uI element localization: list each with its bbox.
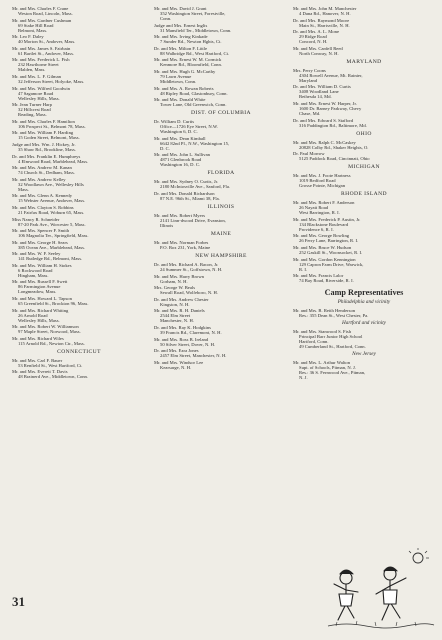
entry-address-line: Providence 6, R. I.: [299, 226, 334, 232]
address-entry: [154, 97, 288, 107]
address-entry: [154, 191, 288, 201]
entry-name: Mr. Leo F. Daley: [12, 34, 44, 40]
entry-address-line: 48 Ripley Road, Glastonbury, Conn.: [160, 90, 228, 96]
entry-address-line: 31 Mansfield Ter., Middletown, Conn.: [160, 27, 232, 33]
state-heading: NEW HAMPSHIRE: [195, 252, 247, 259]
address-entry: [12, 263, 146, 278]
entry-address-line: Mass.: [18, 186, 29, 192]
entry-name: Mr. and Mrs. Wilfred Goodwin: [12, 85, 70, 91]
entry-address-line: 1600 Dr. Barney Parkway, Chevy: [299, 105, 362, 111]
state-heading: RHODE ISLAND: [341, 191, 387, 198]
region-subheading: New Jersey: [352, 351, 376, 358]
entry-name: Mr. and Mrs. Ross B. Ireland: [154, 336, 209, 342]
state-heading: MARYLAND: [346, 58, 382, 65]
address-entry: [293, 245, 435, 255]
entry-name: Mr. and Mrs. A. Rowan Roberts: [154, 85, 214, 91]
entry-address-line: N. J.: [299, 375, 308, 381]
address-entry: [154, 274, 288, 284]
address-entry: [12, 165, 146, 175]
section-heading: Camp Representatives: [324, 288, 404, 298]
entry-address-line: Sewall Road, Wolfeboro, N. H.: [160, 290, 219, 296]
region-subheading: Philadelphia and vicinity: [337, 299, 391, 306]
entry-address-line: 15 Webster Avenue, Andover, Mass.: [18, 198, 86, 204]
entry-name: Mr. and Mrs. Donald White: [154, 97, 206, 103]
entry-address-line: Washington 6, D. C.: [160, 129, 198, 135]
entry-address-line: 6642 82nd Pl., N.W., Washington 15,: [160, 140, 230, 146]
entry-name: Mr. and Mrs. Robert W. Williamson: [12, 324, 79, 330]
entry-name: Mr. and Mrs. Hugh G. McCarthy: [154, 68, 216, 74]
entry-address-line: 29 Ridge Road: [299, 34, 327, 40]
entry-name: Dr. and Mrs. Ezra Jones: [154, 348, 199, 354]
entry-address-line: 4 Dana Rd., Hanover, N. H.: [299, 11, 351, 16]
entry-name: Mr. and Mrs. Irving Kinkade: [154, 34, 208, 40]
entry-address-line: 352 Washington Street, Forestville,: [160, 11, 226, 16]
entry-name: Mr. and Mrs. Charles F. Hamilton: [12, 118, 75, 124]
address-entry: [12, 18, 146, 33]
entry-address-line: R. I.: [299, 266, 308, 272]
entry-address-line: 39 Francis Rd., Claremont, N. H.: [160, 329, 222, 335]
entry-name: Dr. and Mrs. Richard A. Bacon, Jr.: [154, 261, 219, 267]
entry-address-line: 106 Prospect St., Belmont 78, Mass.: [18, 123, 86, 129]
entry-name: Mr. and Mrs. Richard Wiles: [12, 335, 64, 341]
address-entry: [293, 200, 435, 215]
entry-address-line: 129 Capron Farm Drive, Warwick,: [299, 261, 364, 267]
address-entry: [293, 84, 435, 99]
entry-name: Mrs. George W. Beals: [154, 285, 196, 291]
entry-address-line: 88 Walbridge Rd., West Hartford, Ct.: [160, 50, 230, 56]
entry-address-line: 2180 McIntosville Ave., Sanford, Fla.: [160, 184, 231, 190]
entry-address-line: 4304 Rowell Avenue, Mt. Rainier,: [299, 72, 363, 78]
column-middle: [154, 6, 288, 371]
entry-address-line: North Conway, N. H.: [299, 50, 339, 56]
entry-name: Dr. Paul Morrow: [293, 151, 325, 157]
entry-name: Dr. and Mrs. Franklin E. Humphreys: [12, 153, 81, 159]
entry-address-line: Reading, Mass.: [18, 112, 47, 118]
address-entry: [293, 273, 435, 283]
entry-address-line: 6 Rockwood Road: [18, 267, 53, 273]
entry-name: Mr. and Mrs. John M. Manchester: [293, 6, 357, 11]
address-entry: [293, 29, 435, 44]
entry-address-line: Manchester, N. H.: [160, 318, 194, 324]
entry-name: Mr. and Mrs. Richard Whiting: [12, 307, 69, 313]
entry-address-line: Tower Lane, Old Greenwich, Conn.: [160, 102, 227, 108]
entry-name: Mr. and Mrs. W. F. Seeley: [12, 251, 61, 257]
entry-address-line: 40 Morton St., Andover, Mass.: [18, 39, 76, 45]
address-entry: [12, 74, 146, 84]
entry-name: Mr. and Mrs. James S. Fairbain: [12, 45, 71, 51]
entry-address-line: Res.: 36 S. Fernwood Ave., Pitman,: [299, 370, 366, 376]
entry-name: Mr. and Mrs. Russell F. Swett: [12, 279, 68, 285]
entry-address-line: 232 Hawthorne Street: [18, 62, 59, 68]
entry-name: Mr. and Mrs. Norman Forbes: [154, 239, 209, 245]
entry-address-line: Bethesda 14, Md.: [299, 94, 332, 100]
address-entry: [154, 308, 288, 323]
entry-name: Mr. and Mrs. Andrew Kelley: [12, 176, 66, 182]
entry-address-line: 1019 Bedford Road: [299, 178, 336, 184]
entry-address-line: West Barrington, R. I.: [299, 210, 340, 216]
state-heading: DIST. OF COLUMBIA: [191, 110, 251, 117]
entry-name: Dr. William D. Curtis: [154, 119, 195, 125]
entry-address-line: 87 N.E. 96th St., Miami 38, Fla.: [160, 195, 220, 201]
entry-name: Mr. and Mrs. Robert F. Anderson: [293, 200, 355, 206]
address-entry: [12, 205, 146, 215]
entry-address-line: Res.: 355 Dean St., West Chester, Pa.: [299, 313, 369, 319]
entry-address-line: 4 Elmwood Road, Marblehead, Mass.: [18, 158, 89, 164]
entry-address-line: Kenmore Rd., Bloomfield, Conn.: [160, 62, 222, 68]
entry-address-line: 115 Arnold Rd., Newton Ctr., Mass.: [18, 340, 85, 346]
entry-address-line: 79 Lawn Avenue: [160, 73, 192, 79]
entry-address-line: Wellesley Hills, Mass.: [18, 317, 60, 323]
entry-name: Dr. and Mrs. Milton F. Little: [154, 45, 208, 51]
entry-address-line: Longmeadow, Mass.: [18, 289, 57, 295]
entry-address-line: 134 Blackstone Boulevard: [299, 221, 349, 227]
address-entry: [154, 240, 288, 250]
entry-address-line: 2141 Linn-dwood Drive, Evanston,: [160, 217, 226, 223]
entry-name: Mr. and Mrs. Glenn A. Kennedy: [12, 193, 73, 199]
entry-address-line: Maryland: [299, 77, 318, 83]
entry-address-line: 4871 Glenbrook Road: [160, 157, 202, 163]
entry-address-line: Weston Road, Lincoln, Mass.: [18, 11, 73, 16]
entry-address-line: 252 Gaskill St., Woonsocket, R. I.: [299, 249, 363, 255]
entry-name: Mr. and Mrs. Ernest W. M. Cormick: [154, 57, 222, 63]
address-entry: [293, 101, 435, 116]
address-entry: [154, 57, 288, 67]
address-entry: [293, 173, 435, 188]
entry-address-line: Malden, Mass.: [18, 67, 46, 73]
entry-address-line: 74 Church St., Dedham, Mass.: [18, 170, 75, 176]
address-entry: [12, 251, 146, 261]
entry-name: Mr. and Mrs. Frederick P. Austin, Jr.: [293, 216, 361, 222]
entry-address-line: D. C.: [160, 145, 170, 151]
entry-name: Mr. and Mrs. Cardell Reed: [293, 45, 343, 51]
address-entry: [12, 217, 146, 227]
entry-name: Mr. and Mrs. Dean Kimball: [154, 135, 206, 141]
entry-address-line: 20828 Colby Rd., Shaker Heights, O.: [299, 144, 369, 150]
entry-address-line: 87-20 Park Ave., Worcester 5, Mass.: [18, 221, 86, 227]
address-entry: [154, 348, 288, 358]
entry-address-line: 61 Bartlet St., Andover, Mass.: [18, 50, 75, 56]
entry-name: Dr. and Mrs. Donald Richardson: [154, 190, 215, 196]
entry-address-line: 26 Ferry Lane, Barrington, R. I.: [299, 238, 359, 244]
address-entry: [12, 336, 146, 346]
entry-name: Mr. and Mrs. George H. Sears: [12, 239, 68, 245]
entry-address-line: 32 Hillcrest Road: [18, 107, 51, 113]
address-entry: [12, 102, 146, 117]
entry-address-line: 49 Cumberland St., Hartford, Conn.: [299, 344, 366, 350]
entry-address-line: 5125 Paddock Road, Cincinnati, Ohio: [299, 156, 370, 162]
address-entry: [12, 296, 146, 306]
entry-address-line: 35 Shaw Rd., Brookline, Mass.: [18, 146, 77, 152]
state-heading: ILLINOIS: [207, 203, 235, 210]
entry-name: Mr. and Mrs. Stanwood S. Fish: [293, 329, 352, 335]
entry-address-line: 74 Bay Road, Riverside, R. I.: [299, 278, 354, 284]
entry-name: Mr. Jean Turner Harp: [12, 102, 52, 108]
entry-address-line: 32 Jefferson Street, Holyoke, Mass.: [18, 78, 85, 84]
address-entry: [154, 46, 288, 56]
entry-address-line: Concord, N. H.: [299, 39, 328, 45]
entry-address-line: Hingham, Mass.: [18, 272, 49, 278]
address-entry: [293, 6, 435, 16]
address-entry: [154, 297, 288, 307]
entry-name: Miss Nancy R. Schneider: [12, 216, 60, 222]
region-subheading: Hartford and vicinity: [342, 320, 386, 327]
entry-name: Mr. and Mrs. Robert Myers: [154, 212, 206, 218]
address-entry: [12, 57, 146, 72]
address-entry: [154, 23, 288, 33]
address-entry: [154, 6, 288, 21]
entry-name: Mr. and Mrs. William H. Stokes: [12, 262, 72, 268]
entry-address-line: 385 Ocean Ave., Marblehead, Mass.: [18, 244, 86, 250]
address-entry: [154, 285, 288, 295]
entry-address-line: Hartford, Conn.: [299, 339, 329, 345]
entry-name: Mr. and Mrs. Ernest W. Harper, Jr.: [293, 100, 357, 106]
state-heading: MICHIGAN: [348, 164, 380, 171]
address-entry: [12, 279, 146, 294]
entry-address-line: Middletown, Conn.: [160, 78, 197, 84]
address-entry: [12, 130, 146, 140]
entry-name: Judge and Mrs. Ernest Inglis: [154, 22, 208, 28]
column-left: [12, 6, 146, 381]
camper-figure-1: [334, 570, 358, 620]
address-entry: [12, 154, 146, 164]
address-entry: [12, 6, 146, 16]
entry-address-line: 86 Farmington Avenue: [18, 284, 61, 290]
entry-name: Mr. and Mrs. David J. Grant: [154, 6, 207, 11]
entry-name: Mr. and Mrs. Carl F. Bauer: [12, 357, 63, 363]
entry-name: Mr. and Mrs. Charles F. Crane: [12, 6, 69, 11]
address-entry: [293, 329, 435, 349]
address-entry: [12, 34, 146, 44]
address-entry: [293, 151, 435, 161]
entry-address-line: 69 Stake Hill Road: [18, 22, 54, 28]
entry-name: Mr. and Mrs. Francis Lalor: [293, 273, 344, 279]
address-entry: [154, 34, 288, 44]
entry-name: Mr. and Mrs. Frederick L. Fish: [12, 57, 70, 63]
entry-address-line: P.O. Box 231, York, Maine: [160, 244, 211, 250]
entry-name: Mrs. Perry Coons: [293, 67, 326, 73]
address-entry: [12, 228, 146, 238]
entry-name: Mr. and Mrs. John L. Sullivan: [154, 152, 210, 158]
entry-name: Mr. and Mrs. L. F. Gilman: [12, 73, 62, 79]
state-heading: FLORIDA: [207, 170, 235, 177]
address-entry: [154, 325, 288, 335]
entry-name: Mr. and Mrs. Andrew M. Kanan: [12, 165, 72, 171]
entry-address-line: 97 Maple Street, Norwood, Mass.: [18, 329, 81, 335]
entry-name: Mr. and Mrs. Clayton S. Robbins: [12, 204, 74, 210]
state-heading: OHIO: [356, 130, 372, 137]
entry-address-line: 2457 Elm Street, Manchester, N. H.: [160, 353, 227, 359]
entry-address-line: 3408 Woodland Lane: [299, 89, 339, 95]
entry-address-line: 15 Goden Street, Belmont, Mass.: [18, 135, 80, 141]
address-entry: [12, 369, 146, 379]
address-entry: [12, 142, 146, 152]
entry-name: Mr. and Mrs. Everett T. Davis: [12, 369, 68, 375]
address-entry: [154, 262, 288, 272]
address-entry: [293, 46, 435, 56]
address-entry: [154, 213, 288, 228]
entry-address-line: Supt. of Schools, Pitman, N. J.: [299, 365, 357, 371]
entry-address-line: Wellesley Hills, Mass.: [18, 95, 60, 101]
address-entry: [154, 86, 288, 96]
address-entry: [293, 118, 435, 128]
entry-address-line: Grosse Pointe, Michigan: [299, 183, 346, 189]
entry-name: Dr. and Mrs. Edward S. Stafford: [293, 117, 354, 123]
entry-address-line: 316 Paddington Rd., Baltimore, Md.: [299, 122, 367, 128]
address-entry: [12, 358, 146, 368]
address-entry: [12, 240, 146, 250]
address-entry: [154, 337, 288, 347]
camper-figure-2: [376, 567, 406, 620]
address-entry: [154, 360, 288, 370]
entry-address-line: 65 Greenfield St., Brockton 96, Mass.: [18, 301, 89, 307]
entry-address-line: Chase, Md.: [299, 110, 321, 116]
entry-name: Mr. and Mrs. Howard L. Tapson: [12, 296, 72, 302]
address-entry: [12, 324, 146, 334]
address-entry: [154, 69, 288, 84]
address-entry: [293, 360, 435, 380]
entry-address-line: 47 Sagamore Road: [18, 90, 54, 96]
entry-address-line: Gorham, N. H.: [160, 278, 188, 284]
camper-drawing-illustration: [326, 548, 436, 634]
address-entry: [154, 119, 288, 134]
entry-name: Mr. and Mrs. Sydney O. Curtis, Jr.: [154, 179, 219, 185]
entry-name: Mr. and Mrs. J. Foote Hartness: [293, 173, 351, 179]
entry-name: Mr. and Mrs. L. Arthur Walton: [293, 360, 351, 366]
entry-name: Mr. and Mrs. Windsor Lee: [154, 359, 204, 365]
entry-address-line: 53 Renfield St., West Hartford, Ct.: [18, 362, 83, 368]
page-number: 31: [12, 594, 25, 609]
column-right: [293, 6, 435, 382]
entry-name: Mr. and Mrs. George Bowling: [293, 233, 350, 239]
state-heading: MAINE: [210, 230, 232, 237]
entry-name: Dr. and Mrs. A. L. Mone: [293, 29, 340, 35]
entry-name: Mr. and Mrs. Harry Brown: [154, 273, 204, 279]
entry-address-line: 2544 Elm Street: [160, 313, 191, 319]
address-entry: [293, 233, 435, 243]
entry-address-line: 141 Rutledge Rd., Belmont, Mass.: [18, 256, 83, 262]
entry-address-line: 48 Brainerd Ave., Middletown, Conn.: [18, 374, 89, 380]
entry-address-line: Kearsarge, N. H.: [160, 364, 192, 370]
entry-address-line: Washington 16, D. C.: [160, 162, 201, 168]
entry-name: Mr. and Mrs. William F. Harding: [12, 130, 74, 136]
address-entry: [293, 68, 435, 83]
address-entry: [293, 217, 435, 232]
entry-name: Mr. and Mrs. B. Reith Henderson: [293, 308, 356, 314]
entry-address-line: 7 Sunder Rd., Newton Hghts, Ct.: [160, 39, 222, 45]
entry-address-line: 24 Summer St., Goffstown, N. H.: [160, 266, 223, 272]
entry-name: Judge and Mrs. Wm. J. Hickey, Jr.: [12, 141, 76, 147]
entry-address-line: Conn.: [160, 16, 172, 21]
address-entry: [154, 136, 288, 151]
entry-name: Mr. and Mrs. Gordon Kennington: [293, 256, 356, 262]
address-entry: [293, 308, 435, 318]
entry-name: Dr. and Mrs. William D. Curtis: [293, 84, 351, 90]
address-entry: [293, 257, 435, 272]
entry-name: Dr. and Mrs. Ray K. Hodgkins: [154, 324, 211, 330]
entry-name: Dr. and Mrs. Raymond Moore: [293, 17, 350, 23]
entry-address-line: 26 Nayatt Road: [299, 205, 329, 211]
sun-icon: [413, 553, 423, 563]
address-entry: [12, 308, 146, 323]
entry-name: Mr. and Mrs. Ralph C. McCaskey: [293, 139, 356, 145]
entry-address-line: Main St., Harrisville, N. H.: [299, 22, 350, 28]
address-entry: [154, 179, 288, 189]
entry-name: Mr. and Mrs. Gardner Cushman: [12, 17, 72, 23]
entry-address-line: Illinois: [160, 222, 174, 228]
entry-name: Mr. and Mrs. R. H. Daniels: [154, 308, 205, 314]
entry-address-line: 32 Woodlawn Ave., Wellesley Hills: [18, 181, 84, 187]
address-entry: [12, 119, 146, 129]
entry-address-line: 50 Silver Street, Dover, N. H.: [160, 341, 216, 347]
address-entry: [293, 140, 435, 150]
address-entry: [12, 46, 146, 56]
entry-address-line: 26 Arnold Road: [18, 312, 48, 318]
address-entry: [12, 193, 146, 203]
entry-address-line: Belmont, Mass.: [18, 27, 48, 33]
entry-address-line: Principal Barr Junior High School: [299, 334, 363, 340]
entry-address-line: 106 Magnolia Ter., Springfield, Mass.: [18, 233, 89, 239]
entry-address-line: Kingston, N. H.: [160, 301, 190, 307]
address-entry: [154, 152, 288, 167]
entry-name: Mr. and Mrs. Bruce W. Hudson: [293, 244, 352, 250]
state-heading: CONNECTICUT: [57, 348, 101, 355]
entry-name: Mr. and Mrs. Spencer F. Smith: [12, 228, 70, 234]
entry-address-line: 21 Fairfax Road, Woburn 65, Mass.: [18, 209, 85, 215]
entry-name: Dr. and Mrs. Andrew Chester: [154, 296, 209, 302]
address-entry: [12, 177, 146, 192]
grass-icon: [328, 624, 434, 628]
address-entry: [12, 86, 146, 101]
entry-address-line: Office—1726 Eye Street, N.W.: [160, 124, 218, 130]
address-entry: [293, 18, 435, 28]
